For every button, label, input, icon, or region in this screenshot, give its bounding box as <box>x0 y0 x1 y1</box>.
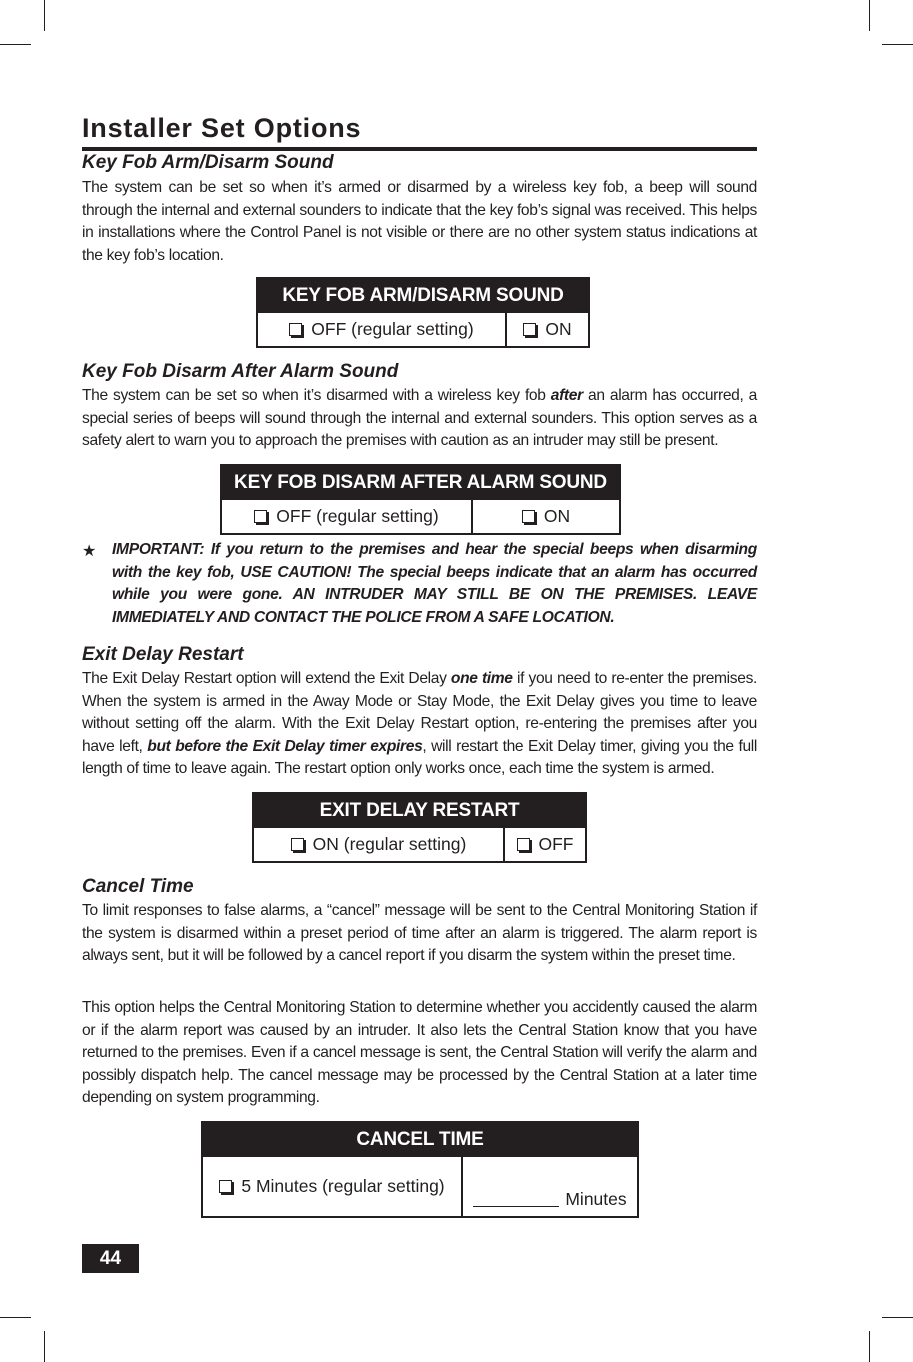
cancel-time-body-1: To limit responses to false alarms, a “cancel” message will be sent to the Central Monitoring Station if the system is disarmed within a preset period of time after an alarm is triggered. The alarm report is always sent, but it will be followed by a cancel report if you disarm the system within the preset time. <box>82 902 757 964</box>
star-icon: ★ <box>82 543 97 560</box>
option-label: ON <box>545 319 572 339</box>
important-label: IMPORTANT: <box>112 541 205 558</box>
crop-mark <box>0 44 31 45</box>
key-fob-after-alarm-table <box>220 464 621 535</box>
option-on[interactable] <box>507 313 588 346</box>
option-off[interactable] <box>222 500 473 533</box>
option-label: OFF (regular setting) <box>276 506 439 526</box>
crop-mark <box>44 0 45 31</box>
custom-minutes[interactable] <box>463 1157 637 1216</box>
body-text: if you need to re-enter the premises. When the system is armed in the Away Mode or Stay Mode, the Exit Delay gives you time to leave without setting off the alarm. With the Exit Delay Restart option, re-entering the premises after you have left, <box>82 670 757 755</box>
table-row <box>254 828 585 861</box>
title-rule <box>82 147 757 151</box>
minutes-label: Minutes <box>565 1189 627 1209</box>
checkbox-icon[interactable] <box>517 838 530 851</box>
option-off[interactable] <box>258 313 507 346</box>
option-on[interactable] <box>254 828 505 861</box>
option-label: 5 Minutes (regular setting) <box>241 1176 445 1196</box>
important-note <box>112 539 757 629</box>
crop-mark <box>44 1331 45 1362</box>
option-default[interactable] <box>203 1157 463 1216</box>
table-row <box>258 313 588 346</box>
cancel-time-heading: Cancel Time <box>82 876 194 897</box>
body-emphasis: but before the Exit Delay timer expires <box>147 737 423 755</box>
key-fob-sound-heading: Key Fob Arm/Disarm Sound <box>82 152 334 173</box>
cancel-time-table <box>201 1121 639 1218</box>
cancel-time-body-2: This option helps the Central Monitoring Station to determine whether you accidently caused the alarm or if the alarm report was caused by an intruder. It also lets the Central Station know that you have returned to the premises. Even if a cancel message is sent, the Central Station will verify the alarm and possibly dispatch help. The cancel message may be processed by the Central Station at a later time depending on system programming. <box>82 999 757 1106</box>
option-label: ON (regular setting) <box>312 834 467 854</box>
option-on[interactable] <box>473 500 619 533</box>
option-label: OFF <box>538 834 574 854</box>
checkbox-icon[interactable] <box>522 510 535 523</box>
body-text: an alarm has occurred, a special series of beeps will sound through the internal and external sounders. This option serves as a safety alert to warn you to approach the premises with caution as an intruder may still be present. <box>82 387 757 449</box>
checkbox-icon[interactable] <box>523 323 536 336</box>
crop-mark <box>882 44 913 45</box>
page-number: 44 <box>82 1244 139 1273</box>
body-emphasis: one time <box>450 670 513 687</box>
table-header: KEY FOB ARM/DISARM SOUND <box>258 279 588 313</box>
page-title: Installer Set Options <box>82 113 362 143</box>
key-fob-after-alarm-body <box>82 385 757 453</box>
minutes-blank[interactable] <box>473 1206 559 1207</box>
table-header: KEY FOB DISARM AFTER ALARM SOUND <box>222 466 619 500</box>
body-text: , will restart the Exit Delay timer, giving you the full length of time to leave again. The restart option only works once, each time the system is armed. <box>82 737 758 777</box>
table-header: EXIT DELAY RESTART <box>254 794 585 828</box>
body-text: The system can be set so when it’s disarmed with a wireless key fob <box>82 387 551 404</box>
exit-delay-body <box>82 668 757 781</box>
checkbox-icon[interactable] <box>219 1180 232 1193</box>
checkbox-icon[interactable] <box>254 510 267 523</box>
checkbox-icon[interactable] <box>291 838 304 851</box>
key-fob-after-alarm-heading: Key Fob Disarm After Alarm Sound <box>82 361 399 382</box>
exit-delay-heading: Exit Delay Restart <box>82 644 244 665</box>
table-header: CANCEL TIME <box>203 1123 637 1157</box>
table-row <box>222 500 619 533</box>
exit-delay-table <box>252 792 587 863</box>
body-text: The Exit Delay Restart option will extend the Exit Delay <box>82 670 451 687</box>
key-fob-sound-body: The system can be set so when it’s armed or disarmed by a wireless key fob, a beep will sound through the internal and external sounders to indicate that the key fob’s signal was received. This helps in installations where the Control Panel is not visible or there are no other system status indications at the key fob’s location. <box>82 179 757 264</box>
important-text: If you return to the premises and hear the special beeps when disarming with the key fob, USE CAUTION! The special beeps indicate that an alarm has occurred while you were gone. AN INTRUDER MAY STILL BE ON THE PREMISES. LEAVE IMMEDIATELY AND CONTACT THE POLICE FROM A SAFE LOCATION. <box>112 541 757 626</box>
key-fob-sound-table <box>256 277 590 348</box>
crop-mark <box>882 1317 913 1318</box>
crop-mark <box>869 0 870 31</box>
option-off[interactable] <box>505 828 585 861</box>
option-label: OFF (regular setting) <box>311 319 474 339</box>
body-emphasis: after <box>550 387 583 404</box>
crop-mark <box>869 1331 870 1362</box>
option-label: ON <box>543 506 571 526</box>
table-row <box>203 1157 637 1216</box>
crop-mark <box>0 1317 31 1318</box>
checkbox-icon[interactable] <box>289 323 302 336</box>
